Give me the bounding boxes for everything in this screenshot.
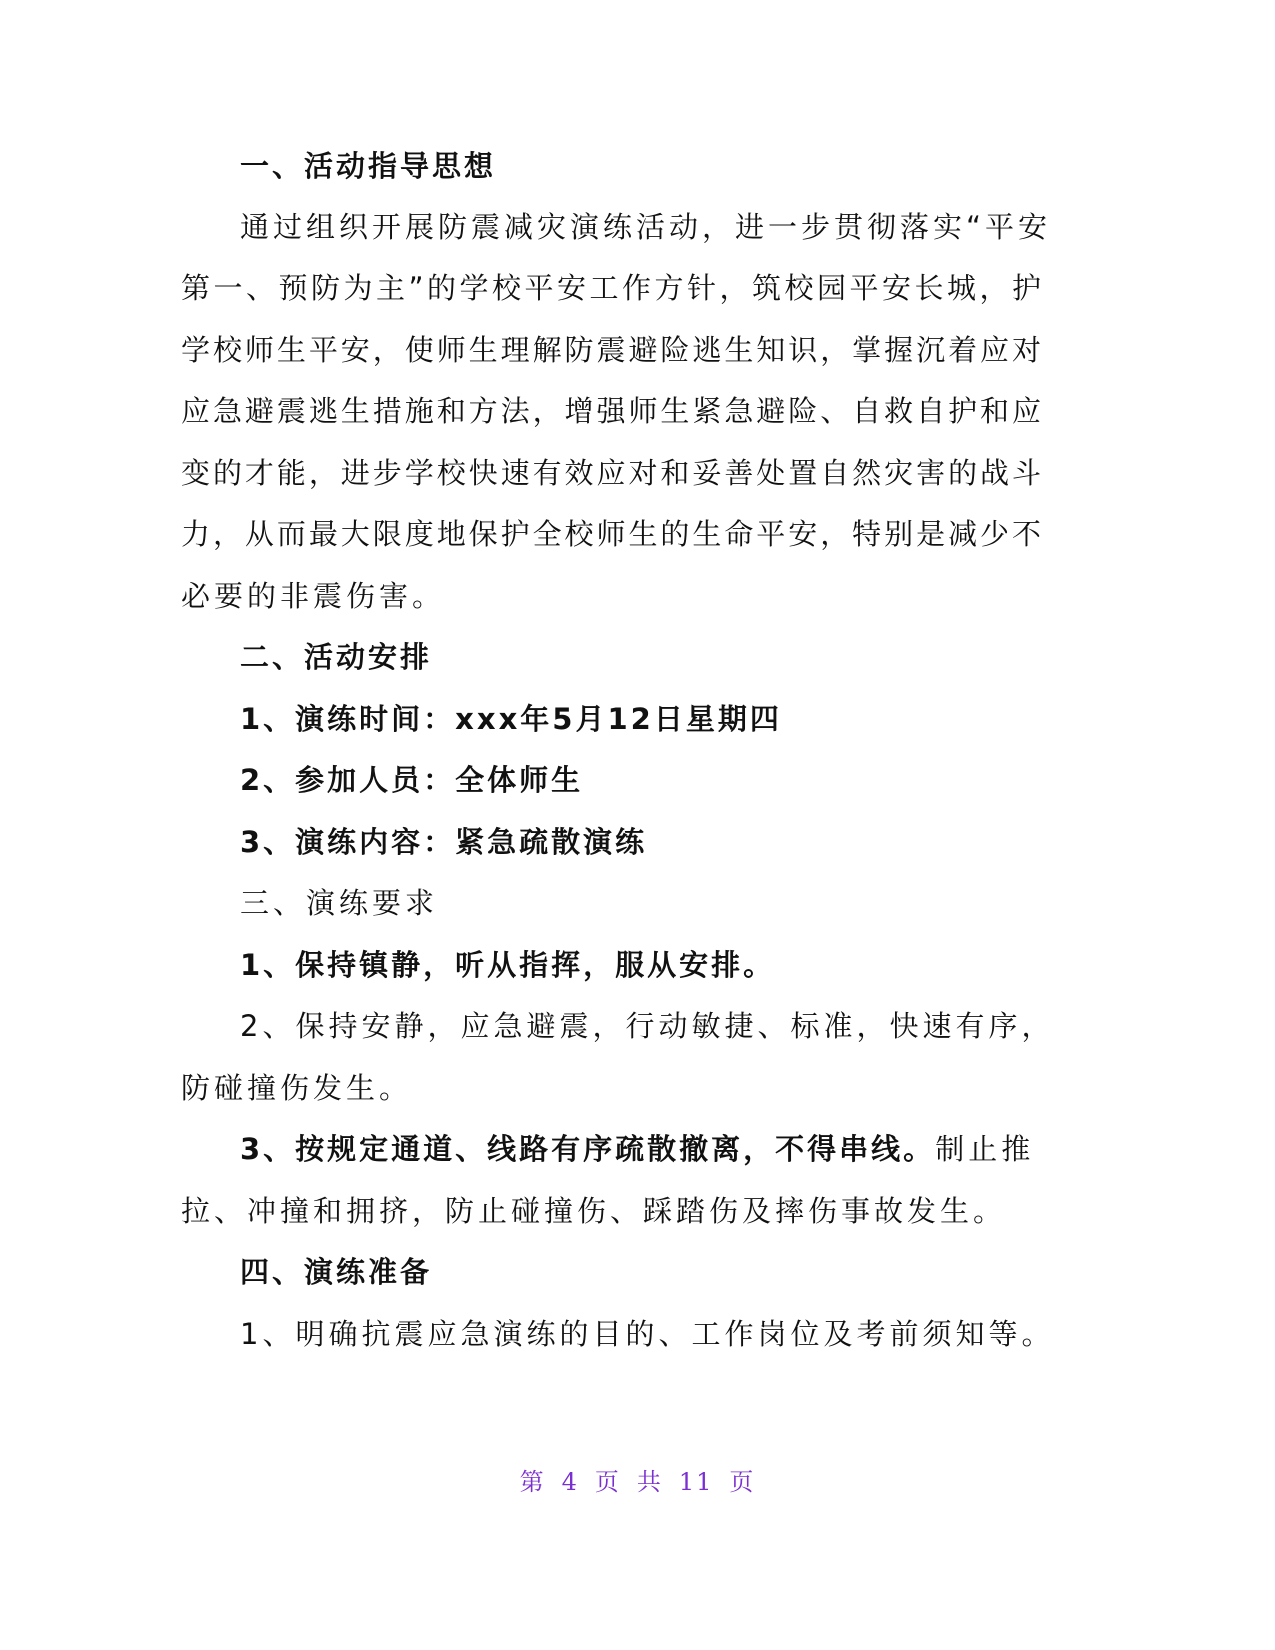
- page-footer: [0, 1466, 1275, 1498]
- footer-label: 共: [636, 1468, 663, 1496]
- footer-label: 第: [519, 1468, 546, 1496]
- current-page-number: 4: [561, 1468, 579, 1496]
- list-item-text: 制止推: [935, 1132, 1035, 1166]
- paragraph-line: 变的才能，进步学校快速有效应对和妥善处置自然灾害的战斗: [181, 456, 1041, 490]
- paragraph-line: 拉、冲撞和拥挤，防止碰撞伤、踩踏伤及摔伤事故发生。: [181, 1194, 1007, 1228]
- list-item: 2、参加人员：全体师生: [240, 763, 584, 797]
- section4-heading: 四、演练准备: [240, 1255, 433, 1289]
- total-pages-number: 11: [678, 1468, 714, 1496]
- section1-heading: 一、活动指导思想: [240, 149, 497, 183]
- list-item: 1、保持镇静，听从指挥，服从安排。: [240, 948, 776, 982]
- paragraph-line: 防碰撞伤发生。: [181, 1071, 413, 1105]
- paragraph-line: 学校师生平安，使师生理解防震避险逃生知识，掌握沉着应对: [181, 333, 1041, 367]
- list-item: 1、演练时间：xxx年5月12日星期四: [240, 702, 782, 736]
- section2-heading: 二、活动安排: [240, 640, 433, 674]
- paragraph-line: 1、明确抗震应急演练的目的、工作岗位及考前须知等。: [240, 1317, 1055, 1351]
- list-item: 3、演练内容：紧急疏散演练: [240, 825, 648, 859]
- footer-label: 页: [729, 1468, 756, 1496]
- list-item: [240, 1129, 1034, 1169]
- footer-label: 页: [594, 1468, 621, 1496]
- paragraph-line: 通过组织开展防震减灾演练活动，进一步贯彻落实“平安: [240, 210, 1052, 244]
- paragraph-line: 力，从而最大限度地保护全校师生的生命平安，特别是减少不: [181, 517, 1041, 551]
- list-item-bold-text: 3、按规定通道、线路有序疏散撤离，不得串线。: [240, 1132, 936, 1166]
- paragraph-line: 2、保持安静，应急避震，行动敏捷、标准，快速有序，: [240, 1009, 1055, 1043]
- section3-heading: 三、演练要求: [240, 886, 439, 920]
- paragraph-line: 第一、预防为主”的学校平安工作方针，筑校园平安长城，护: [181, 271, 1041, 305]
- paragraph-line: 应急避震逃生措施和方法，增强师生紧急避险、自救自护和应: [181, 394, 1041, 428]
- paragraph-line: 必要的非震伤害。: [181, 579, 446, 613]
